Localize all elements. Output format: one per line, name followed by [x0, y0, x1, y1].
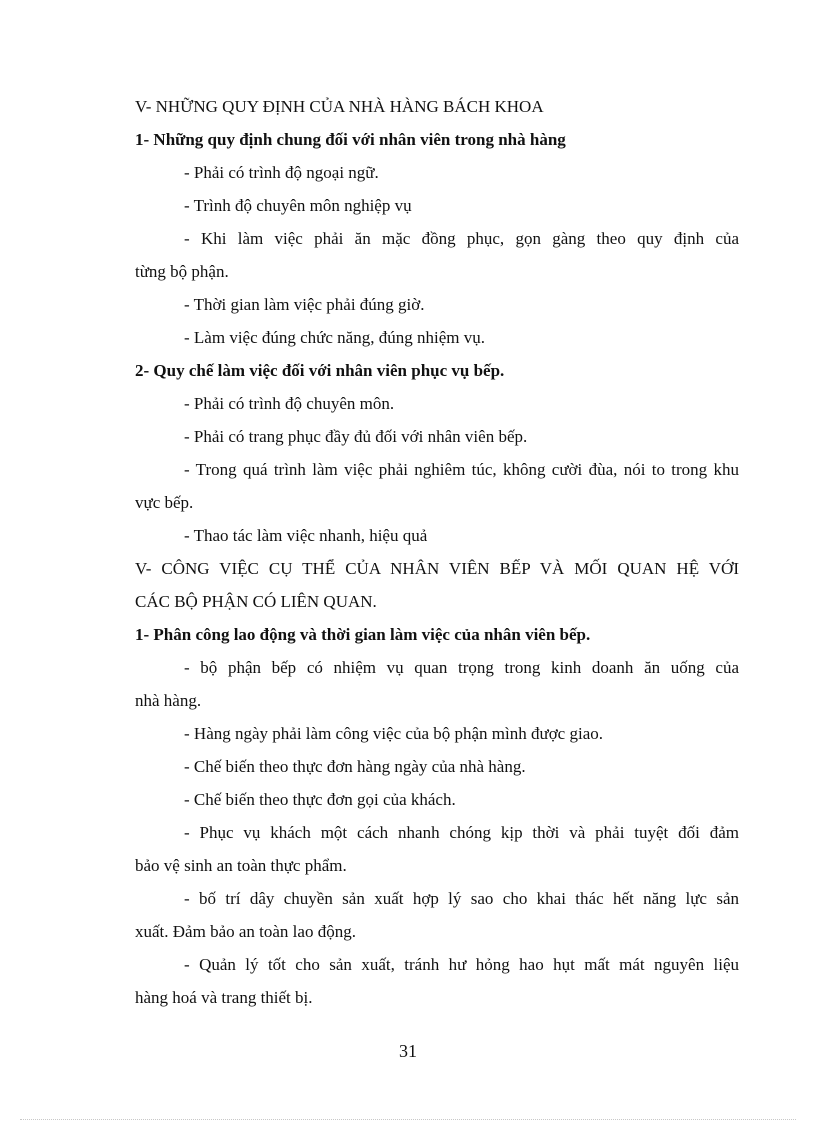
- page-number: 31: [399, 1041, 417, 1061]
- bullet-line: - Chế biến theo thực đơn hàng ngày của nhà hàng.: [184, 757, 526, 776]
- subsection-heading: 2- Quy chế làm việc đối với nhân viên phục vụ bếp.: [135, 361, 505, 380]
- continuation-line: xuất. Đảm bảo an toàn lao động.: [135, 922, 356, 941]
- bullet-line: - Chế biến theo thực đơn gọi của khách.: [184, 790, 456, 809]
- bullet-line: - Phục vụ khách một cách nhanh chóng kịp thời và phải tuyệt đối đảm: [184, 823, 739, 842]
- bullet-line: - Trong quá trình làm việc phải nghiêm túc, không cười đùa, nói to trong khu: [184, 460, 739, 479]
- bullet-line: - Thao tác làm việc nhanh, hiệu quả: [184, 526, 428, 545]
- continuation-line: từng bộ phận.: [135, 262, 229, 281]
- continuation-line: hàng hoá và trang thiết bị.: [135, 988, 313, 1007]
- bullet-line: - Phải có trang phục đầy đủ đối với nhân viên bếp.: [184, 427, 528, 446]
- bullet-line: - Phải có trình độ ngoại ngữ.: [184, 163, 379, 182]
- bullet-line: - bố trí dây chuyền sản xuất hợp lý sao cho khai thác hết năng lực sản: [184, 889, 739, 908]
- continuation-line: bảo vệ sinh an toàn thực phẩm.: [135, 856, 347, 875]
- bullet-line: - Hàng ngày phải làm công việc của bộ phận mình được giao.: [184, 724, 603, 743]
- section-heading-line: V- CÔNG VIỆC CỤ THỂ CỦA NHÂN VIÊN BẾP VÀ MỐI QUAN HỆ VỚI: [135, 559, 739, 578]
- continuation-line: vực bếp.: [135, 493, 194, 512]
- bullet-line: - Khi làm việc phải ăn mặc đồng phục, gọn gàng theo quy định của: [184, 229, 739, 248]
- page-bottom-divider: [20, 1119, 796, 1120]
- continuation-line: nhà hàng.: [135, 691, 202, 710]
- bullet-line: - bộ phận bếp có nhiệm vụ quan trọng trong kinh doanh ăn uống của: [184, 658, 739, 677]
- bullet-line: - Làm việc đúng chức năng, đúng nhiệm vụ.: [184, 328, 485, 347]
- subsection-heading: 1- Những quy định chung đối với nhân viên trong nhà hàng: [135, 130, 566, 149]
- subsection-heading: 1- Phân công lao động và thời gian làm việc của nhân viên bếp.: [135, 625, 591, 644]
- bullet-line: - Thời gian làm việc phải đúng giờ.: [184, 295, 425, 314]
- document-body: [135, 90, 739, 1014]
- bullet-line: - Quản lý tốt cho sản xuất, tránh hư hỏng hao hụt mất mát nguyên liệu: [184, 955, 739, 974]
- section-heading-line: V- NHỮNG QUY ĐỊNH CỦA NHÀ HÀNG BÁCH KHOA: [135, 97, 544, 116]
- bullet-line: - Trình độ chuyên môn nghiệp vụ: [184, 196, 412, 215]
- bullet-line: - Phải có trình độ chuyên môn.: [184, 394, 395, 413]
- section-heading-line: CÁC BỘ PHẬN CÓ LIÊN QUAN.: [135, 592, 377, 611]
